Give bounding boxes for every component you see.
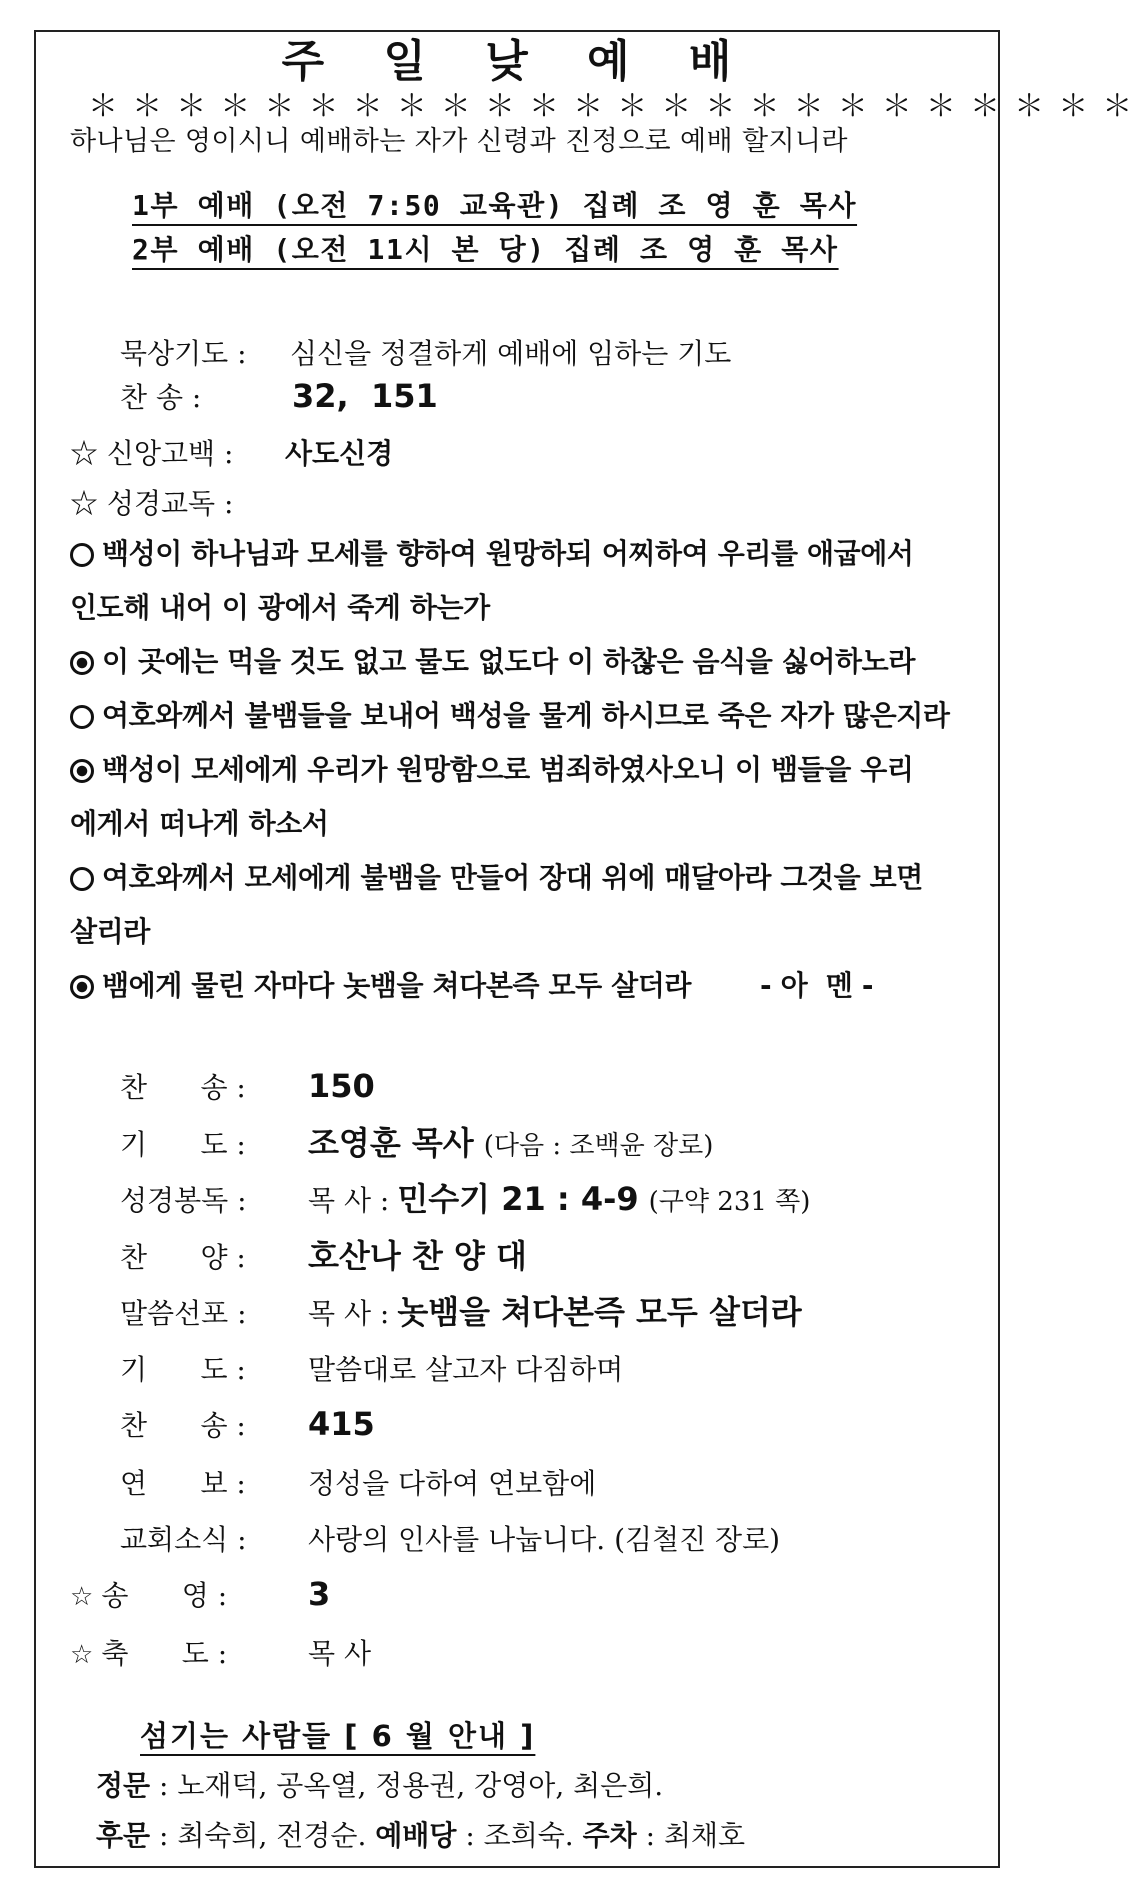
order-row-label xyxy=(70,1637,228,1670)
order-row-value xyxy=(308,1523,781,1556)
reading-label: ☆ 성경교독 : xyxy=(70,487,234,520)
order-row-value xyxy=(308,1067,375,1105)
reading-line-5-cont: 살리라 xyxy=(70,915,150,948)
silent-prayer-label: 묵상기도 : xyxy=(120,337,247,370)
order-value-prefix: 목 사 : xyxy=(308,1184,390,1217)
order-value-text: 415 xyxy=(308,1405,375,1443)
order-value-text: 놋뱀을 쳐다본즉 모두 살더라 xyxy=(397,1293,802,1331)
order-label-text: 찬 송 : xyxy=(120,1409,246,1442)
order-row-label xyxy=(120,1184,247,1217)
reading-line-4: 백성이 모세에게 우리가 원망함으로 범죄하였사오니 이 뱀들을 우리 xyxy=(70,756,914,784)
order-row-label xyxy=(70,1579,228,1612)
front-gate-label: 정문 xyxy=(96,1769,151,1802)
order-label-text: 기 도 : xyxy=(120,1128,246,1161)
order-value-text: 조영훈 목사 xyxy=(308,1124,474,1162)
sanctuary-value: : 조희숙. xyxy=(465,1819,574,1852)
star-divider: ＊＊＊＊＊＊＊＊＊＊＊＊＊＊＊＊＊＊＊＊＊＊＊＊ xyxy=(88,89,1146,124)
order-row-value xyxy=(308,1637,371,1670)
order-value-note: (구약 231 쪽) xyxy=(648,1187,811,1217)
order-label-text: 찬 양 : xyxy=(120,1241,246,1274)
order-row-label xyxy=(120,1467,246,1500)
order-label-text: 성경봉독 : xyxy=(120,1184,247,1217)
order-row-label xyxy=(120,1297,247,1330)
order-value-text: 호산나 찬 양 대 xyxy=(308,1237,527,1275)
order-value-note: (다음 : 조백윤 장로) xyxy=(483,1131,714,1161)
order-row-label xyxy=(120,1523,247,1556)
order-row-value xyxy=(308,1575,331,1613)
reading-line-3: 여호와께서 불뱀들을 보내어 백성을 물게 하시므로 죽은 자가 많은지라 xyxy=(70,702,950,730)
order-label-text: 말씀선포 : xyxy=(120,1297,247,1330)
sanctuary-label: 예배당 xyxy=(375,1819,457,1852)
order-label-text: 연 보 : xyxy=(120,1467,246,1500)
order-row-value xyxy=(308,1467,597,1500)
order-row-label xyxy=(120,1353,246,1386)
order-row-value xyxy=(308,1293,802,1331)
order-value-text: 정성을 다하여 연보함에 xyxy=(308,1467,597,1500)
order-value-text: 말씀대로 살고자 다짐하며 xyxy=(308,1353,624,1386)
parking-label: 주차 xyxy=(582,1819,637,1852)
front-gate-value: : 노재덕, 공옥열, 정용권, 강영아, 최은희. xyxy=(159,1769,664,1802)
service-second: 2부 예배 (오전 11시 본 당) 집례 조 영 훈 목사 xyxy=(132,233,839,266)
order-value-text: 사랑의 인사를 나눕니다. (김철진 장로) xyxy=(308,1523,781,1556)
order-row-label xyxy=(120,1241,246,1274)
order-row-value xyxy=(308,1353,624,1386)
reading-line-2: 이 곳에는 먹을 것도 없고 물도 없도다 이 하찮은 음식을 싫어하노라 xyxy=(70,648,915,676)
order-value-prefix: 목 사 : xyxy=(308,1297,390,1330)
creed-value: 사도신경 xyxy=(285,437,394,470)
servers-front-row xyxy=(96,1769,664,1802)
order-row-value xyxy=(308,1124,714,1162)
back-gate-label: 후문 xyxy=(96,1819,151,1852)
order-row-value xyxy=(308,1237,527,1275)
order-row-label xyxy=(120,1128,246,1161)
order-row-label xyxy=(120,1071,246,1104)
hymn1-value: 32, 151 xyxy=(292,377,438,415)
back-gate-value: : 최숙희, 전경순. xyxy=(159,1819,367,1852)
order-row-label xyxy=(120,1409,246,1442)
star-icon: ☆ xyxy=(70,1582,94,1612)
order-label-text: 찬 송 : xyxy=(120,1071,246,1104)
silent-prayer-value: 심신을 정결하게 예배에 임하는 기도 xyxy=(290,337,732,370)
order-label-text: 기 도 : xyxy=(120,1353,246,1386)
order-value-text: 목 사 xyxy=(308,1637,371,1670)
reading-line-4-cont: 에게서 떠나게 하소서 xyxy=(70,807,329,840)
motto: 하나님은 영이시니 예배하는 자가 신령과 진정으로 예배 할지니라 xyxy=(70,126,848,157)
order-row-value xyxy=(308,1180,811,1218)
reading-line-1-cont: 인도해 내어 이 광에서 죽게 하는가 xyxy=(70,591,490,624)
page-title: 주 일 낮 예 배 xyxy=(281,36,754,87)
order-value-text: 150 xyxy=(308,1067,375,1105)
reading-line-6: 뱀에게 물린 자마다 놋뱀을 쳐다본즉 모두 살더라 xyxy=(70,972,691,1000)
order-label-text: 송 영 : xyxy=(101,1579,228,1612)
order-row-value xyxy=(308,1405,375,1443)
parking-value: : 최채호 xyxy=(645,1819,746,1852)
creed-label: ☆ 신앙고백 : xyxy=(70,437,234,470)
order-value-text: 3 xyxy=(308,1575,331,1613)
star-icon: ☆ xyxy=(70,1640,94,1670)
hymn1-label: 찬 송 : xyxy=(120,381,202,414)
order-label-text: 교회소식 : xyxy=(120,1523,247,1556)
order-value-text: 민수기 21 : 4-9 xyxy=(397,1180,639,1218)
amen: - 아 멘 - xyxy=(760,969,874,1002)
reading-line-1: 백성이 하나님과 모세를 향하여 원망하되 어찌하여 우리를 애굽에서 xyxy=(70,540,914,568)
servers-back-row xyxy=(96,1819,746,1852)
service-first: 1부 예배 (오전 7:50 교육관) 집례 조 영 훈 목사 xyxy=(132,189,858,222)
servers-heading: 섬기는 사람들 [ 6 월 안내 ] xyxy=(140,1719,536,1753)
reading-line-5: 여호와께서 모세에게 불뱀을 만들어 장대 위에 매달아라 그것을 보면 xyxy=(70,864,923,892)
order-label-text: 축 도 : xyxy=(101,1637,228,1670)
